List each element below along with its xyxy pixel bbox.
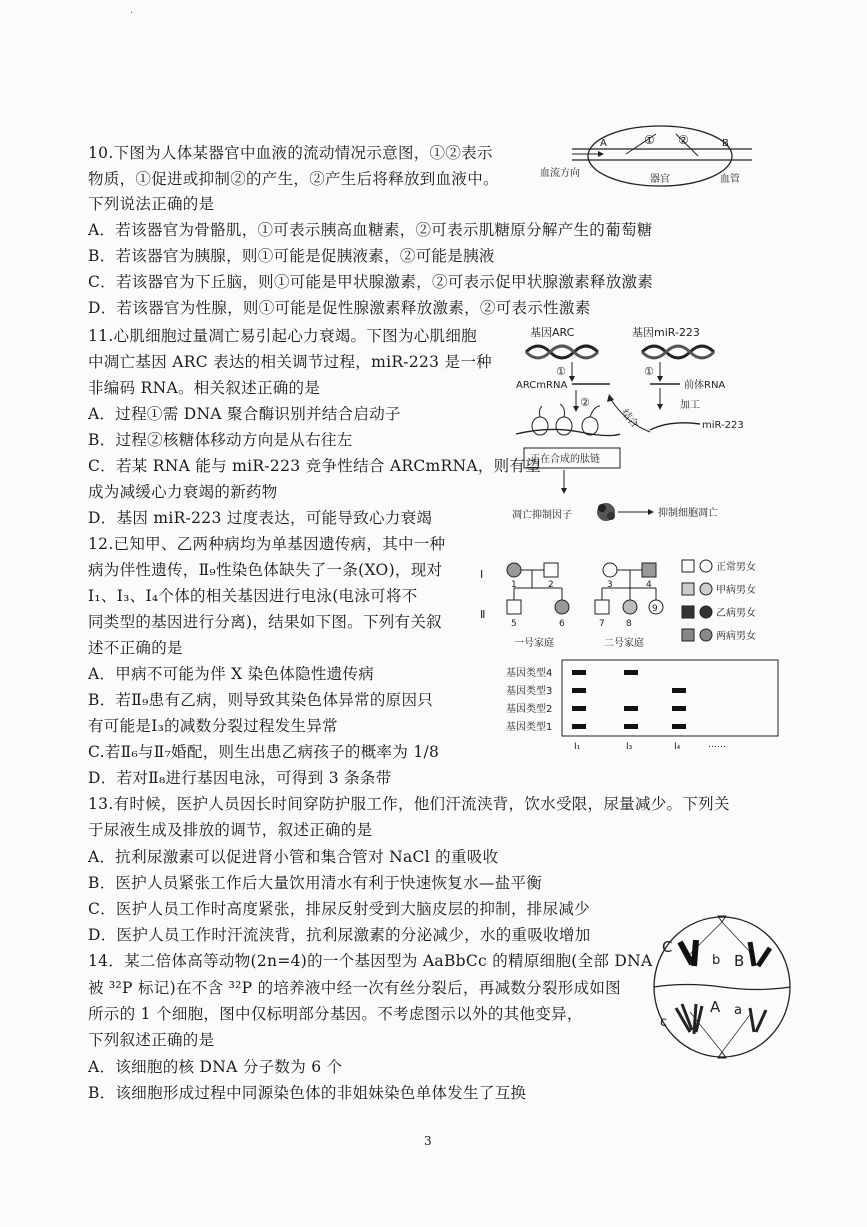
legend-disease-b: 乙病男女 (716, 608, 756, 619)
mark-1: ① (644, 133, 655, 147)
gel-col-4: Ⅰ₄ (674, 742, 681, 752)
q12-line: 述不正确的是 (88, 639, 183, 657)
legend-both: 两病男女 (716, 631, 756, 642)
q11-line: 11.心肌细胞过量凋亡易引起心力衰竭。下图为心肌细胞 (88, 327, 477, 345)
q10-line: 10.下图为人体某器官中血液的流动情况示意图，①②表示 (88, 144, 493, 162)
vessel-label: 血管 (720, 174, 740, 185)
blood-flow-diagram (538, 122, 760, 194)
q11-line: 非编码 RNA。相关叙述正确的是 (88, 379, 321, 397)
id-4: 4 (646, 580, 652, 590)
bind-label: 结合 (618, 407, 641, 431)
gene-mir-label: 基因miR-223 (632, 326, 700, 339)
q12-option-b-cont: 有可能是Ⅰ₃的减数分裂过程发生异常 (88, 717, 338, 735)
page-number: 3 (424, 1134, 432, 1148)
q11-option-a: A．过程①需 DNA 聚合酶识别并结合启动子 (88, 405, 401, 423)
q10-line: 物质，①促进或抑制②的产生，②产生后将释放到血液中。 (88, 170, 499, 188)
q10-line: 下列说法正确的是 (88, 195, 215, 213)
gel-row-2: 基因类型2 (506, 704, 553, 715)
effect-label: 抑制细胞凋亡 (658, 508, 718, 519)
family-1-label: 一号家庭 (514, 638, 554, 649)
q11-option-d: D．基因 miR-223 过度表达，可能导致心力衰竭 (88, 509, 433, 527)
pedigree-and-gel (476, 552, 786, 752)
q11-option-b: B．过程②核糖体移动方向是从右往左 (88, 431, 353, 449)
generation-2: Ⅱ (480, 608, 486, 621)
gel-col-1: Ⅰ₁ (574, 742, 581, 752)
q13-option-d: D．医护人员工作时汗流浃背，抗利尿激素的分泌减少，水的重吸收增加 (88, 926, 591, 944)
gel-col-more: …… (708, 740, 726, 750)
q12-line: 同类型的基因进行分离)，结果如下图。下列有关叙 (88, 613, 442, 631)
q10-option-a: A．若该器官为骨骼肌，①可表示胰高血糖素，②可表示肌糖原分解产生的葡萄糖 (88, 221, 653, 239)
q13-option-c: C．医护人员工作时高度紧张，排尿反射受到大脑皮层的抑制，排尿减少 (88, 900, 590, 918)
gene-b: b (712, 953, 721, 968)
gel-col-3: Ⅰ₃ (626, 742, 633, 752)
id-8: 8 (626, 619, 632, 629)
step1-left: ① (556, 365, 566, 378)
id-5: 5 (511, 619, 517, 629)
id-9: 9 (652, 604, 658, 614)
cell-division-diagram (650, 912, 795, 1062)
q14-option-b: B．该细胞形成过程中同源染色体的非姐妹染色单体发生了互换 (88, 1084, 527, 1102)
mir-label: miR-223 (702, 420, 744, 431)
step2-label: ② (580, 396, 590, 409)
arc-mrna-label: ARCmRNA (516, 380, 568, 391)
q13-option-a: A．抗利尿激素可以促进肾小管和集合管对 NaCl 的重吸收 (88, 848, 499, 866)
organ-label: 器官 (650, 174, 670, 185)
legend-disease-a: 甲病男女 (716, 585, 756, 596)
id-2: 2 (548, 580, 554, 590)
q12-option-b: B．若Ⅱ₉患有乙病，则导致其染色体异常的原因只 (88, 691, 434, 709)
q12-option-a: A．甲病不可能为伴 X 染色体隐性遗传病 (88, 665, 375, 683)
id-6: 6 (559, 619, 565, 629)
q14-line: 14．某二倍体高等动物(2n=4)的一个基因型为 AaBbCc 的精原细胞(全部 DNA (88, 952, 653, 970)
id-7: 7 (599, 619, 605, 629)
q13-line: 于尿液生成及排放的调节，叙述正确的是 (88, 821, 373, 839)
gene-c: c (660, 1015, 668, 1030)
q14-option-a: A．该细胞的核 DNA 分子数为 6 个 (88, 1058, 343, 1076)
legend-normal: 正常男女 (716, 562, 756, 573)
process-label: 加工 (680, 400, 700, 411)
q11-option-c-cont: 成为减缓心力衰竭的新药物 (88, 483, 278, 501)
q10-option-d: D．若该器官为性腺，则①可能是促性腺激素释放激素，②可表示性激素 (88, 299, 591, 317)
point-b: B (722, 138, 729, 149)
q14-line: 被 ³²P 标记)在不含 ³²P 的培养液中经一次有丝分裂后，再减数分裂形成如图 (88, 979, 621, 997)
gel-row-3: 基因类型3 (506, 686, 553, 697)
q11-line: 中凋亡基因 ARC 表达的相关调节过程，miR-223 是一种 (88, 353, 492, 371)
q13-option-b: B．医护人员紧张工作后大量饮用清水有利于快速恢复水—盐平衡 (88, 874, 543, 892)
generation-1: Ⅰ (480, 568, 484, 581)
flow-label: 血流方向 (540, 168, 580, 179)
gel-row-4: 基因类型4 (506, 668, 553, 679)
mark-2: ② (678, 133, 689, 147)
q12-option-c: C.若Ⅱ₆与Ⅱ₇婚配，则生出患乙病孩子的概率为 1/8 (88, 743, 440, 761)
peptide-label: 正在合成的肽链 (530, 454, 600, 465)
q14-line: 所示的 1 个细胞，图中仅标明部分基因。不考虑图示以外的其他变异， (88, 1005, 583, 1023)
q13-line: 13.有时候，医护人员因长时间穿防护服工作，他们汗流浃背，饮水受限，尿量减少。下列关 (88, 795, 730, 813)
gene-A: A (710, 998, 721, 1016)
q10-option-c: C．若该器官为下丘脑，则①可能是甲状腺激素，②可表示促甲状腺激素释放激素 (88, 273, 654, 291)
id-1: 1 (511, 580, 517, 590)
q11-option-c: C．若某 RNA 能与 miR-223 竞争性结合 ARCmRNA，则有望 (88, 457, 542, 475)
gel-row-1: 基因类型1 (506, 722, 553, 733)
gene-a: a (734, 1003, 742, 1018)
arc-regulation-diagram (510, 322, 770, 527)
id-3: 3 (607, 580, 613, 590)
q12-line: 12.已知甲、乙两种病均为单基因遗传病，其中一种 (88, 535, 446, 553)
inhibitor-label: 凋亡抑制因子 (512, 510, 572, 521)
q12-option-d: D．若对Ⅱ₈进行基因电泳，可得到 3 条条带 (88, 769, 392, 787)
step1-right: ① (644, 365, 654, 378)
scan-mark: · (130, 8, 134, 19)
precursor-label: 前体RNA (684, 380, 726, 391)
q10-option-b: B．若该器官为胰腺，则①可能是促胰液素，②可能是胰液 (88, 247, 495, 265)
gene-arc-label: 基因ARC (530, 326, 575, 339)
q14-line: 下列叙述正确的是 (88, 1031, 215, 1049)
gene-C: C (662, 938, 673, 956)
q12-line: Ⅰ₁、Ⅰ₃、Ⅰ₄个体的相关基因进行电泳(电泳可将不 (88, 587, 418, 605)
gene-B: B (734, 952, 745, 970)
family-2-label: 二号家庭 (604, 638, 644, 649)
q12-line: 病为伴性遗传，Ⅱ₉性染色体缺失了一条(XO)，现对 (88, 561, 443, 579)
point-a: A (600, 138, 607, 149)
